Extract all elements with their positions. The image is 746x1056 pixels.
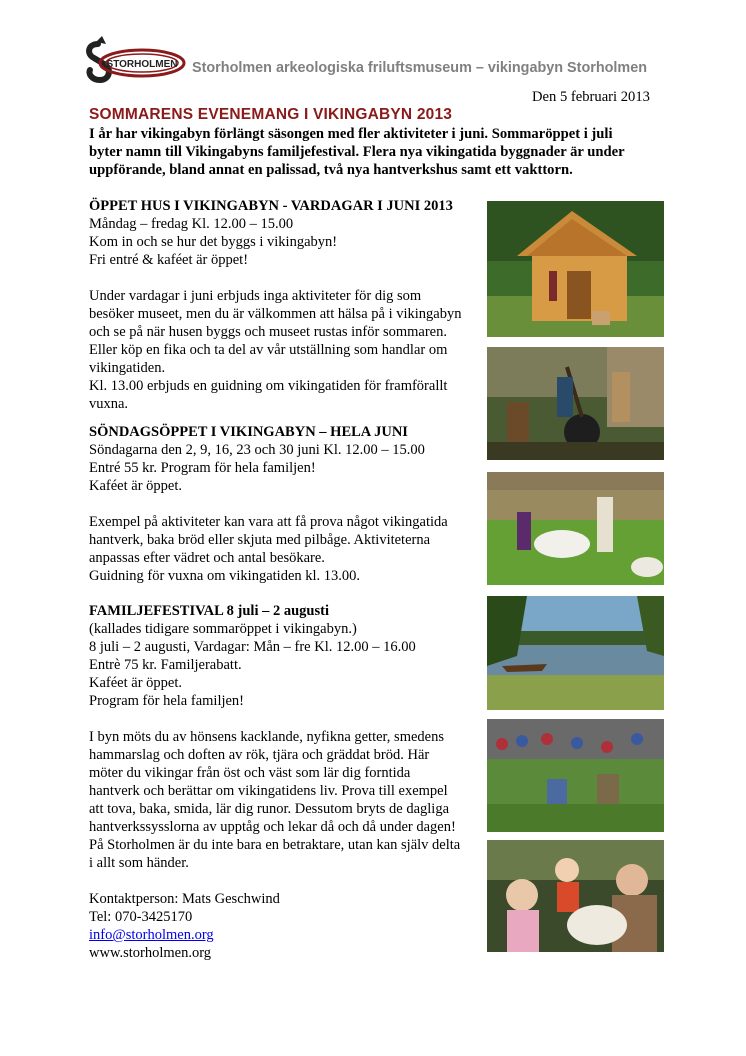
text-line: vikingatiden. — [89, 360, 166, 376]
intro-line: uppförande, bland annat en palissad, två nya hantverkshus samt ett vakttorn. — [89, 162, 573, 178]
text-line: (kallades tidigare sommaröppet i vikingabyn.) — [89, 621, 357, 637]
text-line: hantverk och berättar om vikingatidens liv. Prova till exempel — [89, 783, 448, 799]
text-line: i allt som händer. — [89, 855, 189, 871]
text-line: besöker museet, men du är välkommen att hälsa på i vikingabyn — [89, 306, 462, 322]
text-line: Kom in och se hur det byggs i vikingabyn! — [89, 234, 338, 250]
text-line: Måndag – fredag Kl. 12.00 – 15.00 — [89, 216, 294, 232]
text-line: hantverk, baka bröd eller skjuta med pilbåge. Aktiviteterna — [89, 532, 431, 548]
section-sunday-open — [89, 423, 484, 585]
section-family-festival — [89, 602, 484, 962]
document-date: Den 5 februari 2013 — [532, 89, 650, 105]
contact-person: Kontaktperson: Mats Geschwind — [89, 891, 280, 907]
text-line: möter du vikingar från öst och väst som lär dig forntida — [89, 765, 411, 781]
photo-viking-house — [487, 201, 664, 337]
photo-lake-boat — [487, 596, 664, 710]
contact-website: www.storholmen.org — [89, 945, 212, 961]
text-line: Guidning för vuxna om vikingatiden kl. 13.00. — [89, 568, 361, 584]
section-heading: ÖPPET HUS I VIKINGABYN - VARDAGAR I JUNI 2013 — [89, 198, 453, 214]
photo-children-craft — [487, 840, 664, 952]
text-line: Kaféet är öppet. — [89, 675, 182, 691]
storholmen-logo — [80, 34, 188, 92]
text-line: Exempel på aktiviteter kan vara att få prova något vikingatida — [89, 514, 448, 530]
page-title: SOMMARENS EVENEMANG I VIKINGABYN 2013 — [89, 106, 453, 123]
text-line: Eller köp en fika och ta del av vår utställning som handlar om — [89, 342, 448, 358]
photo-goats-children — [487, 472, 664, 585]
text-line: Under vardagar i juni erbjuds inga aktiviteter för dig som — [89, 288, 422, 304]
contact-phone: Tel: 070-3425170 — [89, 909, 193, 925]
text-line: vuxna. — [89, 396, 129, 412]
text-line: 8 juli – 2 augusti, Vardagar: Mån – fre Kl. 12.00 – 16.00 — [89, 639, 416, 655]
text-line: Program för hela familjen! — [89, 693, 245, 709]
text-line: På Storholmen är du inte bara en betraktare, utan kan själv delta — [89, 837, 461, 853]
photo-crowd-activity — [487, 719, 664, 832]
text-line: och se på när husen byggs och museet rustas inför sommaren. — [89, 324, 447, 340]
photo-viking-cooking — [487, 347, 664, 460]
intro-line: I år har vikingabyn förlängt säsongen med fler aktiviteter i juni. Sommaröppet i juli — [89, 126, 613, 142]
text-line: att tova, baka, smida, lär dig runor. Dessutom bryts de dagliga — [89, 801, 450, 817]
contact-email-link[interactable]: info@storholmen.org — [89, 927, 214, 943]
text-line: Söndagarna den 2, 9, 16, 23 och 30 juni Kl. 12.00 – 15.00 — [89, 442, 425, 458]
section-heading: SÖNDAGSÖPPET I VIKINGABYN – HELA JUNI — [89, 424, 408, 440]
text-line: hantverkssysslorna av upptåg och lekar då och då under dagen! — [89, 819, 456, 835]
svg-text:STORHOLMEN: STORHOLMEN — [106, 59, 178, 70]
text-line: Kaféet är öppet. — [89, 478, 182, 494]
section-heading: FAMILJEFESTIVAL 8 juli – 2 augusti — [89, 603, 329, 619]
text-line: I byn möts du av hönsens kacklande, nyfikna getter, smedens — [89, 729, 444, 745]
text-line: Entrè 75 kr. Familjerabatt. — [89, 657, 242, 673]
text-line: hammarslag och doften av rök, tjära och gräddat bröd. Här — [89, 747, 430, 763]
text-line: Entré 55 kr. Program för hela familjen! — [89, 460, 316, 476]
org-name: Storholmen arkeologiska friluftsmuseum – vikingabyn Storholmen — [192, 60, 647, 76]
text-line: anpassas efter vädret och antal besökare. — [89, 550, 325, 566]
text-line: Fri entré & kaféet är öppet! — [89, 252, 249, 268]
intro-line: byter namn till Vikingabyns familjefestival. Flera nya vikingatida byggnader är under — [89, 144, 625, 160]
section-open-house — [89, 197, 484, 413]
text-line: Kl. 13.00 erbjuds en guidning om vikingatiden för framförallt — [89, 378, 448, 394]
intro-paragraph — [89, 125, 659, 179]
